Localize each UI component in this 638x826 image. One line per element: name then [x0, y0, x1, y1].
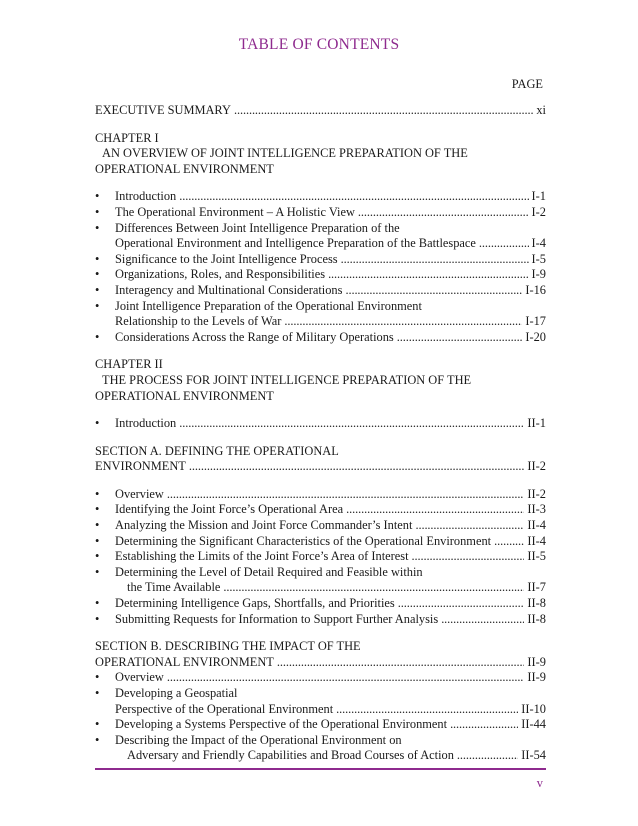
toc-entry[interactable]: • Establishing the Limits of the Joint Force’s Area of Interest . . . II-5	[95, 549, 546, 565]
toc-entry[interactable]: • Developing a Systems Perspective of the Operational Environment . . . II-44	[95, 717, 546, 733]
toc-entry[interactable]: • Submitting Requests for Information to Support Further Analysis . . . II-8	[95, 612, 546, 628]
toc-entry[interactable]: • Overview . . . II-9	[95, 670, 546, 686]
section-b-heading[interactable]: SECTION B. DESCRIBING THE IMPACT OF THE OPERATIONAL ENVIRONMENT . . . II-9	[95, 639, 546, 670]
toc-entry[interactable]: • Joint Intelligence Preparation of the Operational Environment Relationship to the Levels of War . . . I-17	[95, 299, 546, 330]
toc-entry[interactable]: • Determining the Level of Detail Required and Feasible within the Time Available . . . II-7	[95, 565, 546, 596]
toc-title: TABLE OF CONTENTS	[238, 36, 400, 53]
toc-entry[interactable]: • Describing the Impact of the Operational Environment on Adversary and Friendly Capabilities and Broad Courses of Action . . . II-54	[95, 733, 546, 764]
toc-entry[interactable]: • Organizations, Roles, and Responsibilities . . . I-9	[95, 267, 546, 283]
chapter-1-title-line2: OPERATIONAL ENVIRONMENT	[95, 161, 274, 176]
toc-entry[interactable]: • Interagency and Multinational Considerations . . . I-16	[95, 283, 546, 299]
chapter-1-title-line1: AN OVERVIEW OF JOINT INTELLIGENCE PREPARATION OF THE	[102, 146, 468, 161]
toc-entry[interactable]: • Determining the Significant Characteristics of the Operational Environment . . . II-4	[95, 534, 546, 550]
footer-rule	[95, 768, 546, 770]
toc-entry[interactable]: • Considerations Across the Range of Military Operations . . . I-20	[95, 330, 546, 346]
chapter-2-title-line1: THE PROCESS FOR JOINT INTELLIGENCE PREPARATION OF THE	[102, 372, 472, 387]
toc-entry[interactable]: • Determining Intelligence Gaps, Shortfalls, and Priorities . . . II-8	[95, 596, 546, 612]
toc-entry[interactable]: • Differences Between Joint Intelligence Preparation of the Operational Environment and Intelligence Preparation of the Battlespace . . . I-4	[95, 221, 546, 252]
page-column-header: PAGE	[511, 77, 543, 91]
toc-entry[interactable]: • Introduction . . . I-1	[95, 189, 546, 205]
chapter-2-label: CHAPTER II	[95, 357, 163, 372]
toc-content	[95, 103, 546, 764]
chapter-1-label: CHAPTER I	[95, 130, 159, 145]
toc-entry[interactable]: • Identifying the Joint Force’s Operational Area . . . II-3	[95, 502, 546, 518]
toc-entry-executive-summary[interactable]: EXECUTIVE SUMMARY . . . xi	[95, 103, 546, 119]
toc-entry[interactable]: • Overview . . . II-2	[95, 487, 546, 503]
section-a-heading[interactable]: SECTION A. DEFINING THE OPERATIONAL ENVIRONMENT . . . II-2	[95, 444, 546, 475]
toc-entry[interactable]: • The Operational Environment – A Holistic View . . . I-2	[95, 205, 546, 221]
toc-entry[interactable]: • Analyzing the Mission and Joint Force Commander’s Intent . . . II-4	[95, 518, 546, 534]
toc-entry[interactable]: • Significance to the Joint Intelligence Process . . . I-5	[95, 252, 546, 268]
toc-entry[interactable]: • Developing a Geospatial Perspective of the Operational Environment . . . II-10	[95, 686, 546, 717]
chapter-2-title-line2: OPERATIONAL ENVIRONMENT	[95, 388, 274, 403]
footer-page-number: v	[536, 776, 543, 790]
toc-entry[interactable]: • Introduction . . . II-1	[95, 416, 546, 432]
